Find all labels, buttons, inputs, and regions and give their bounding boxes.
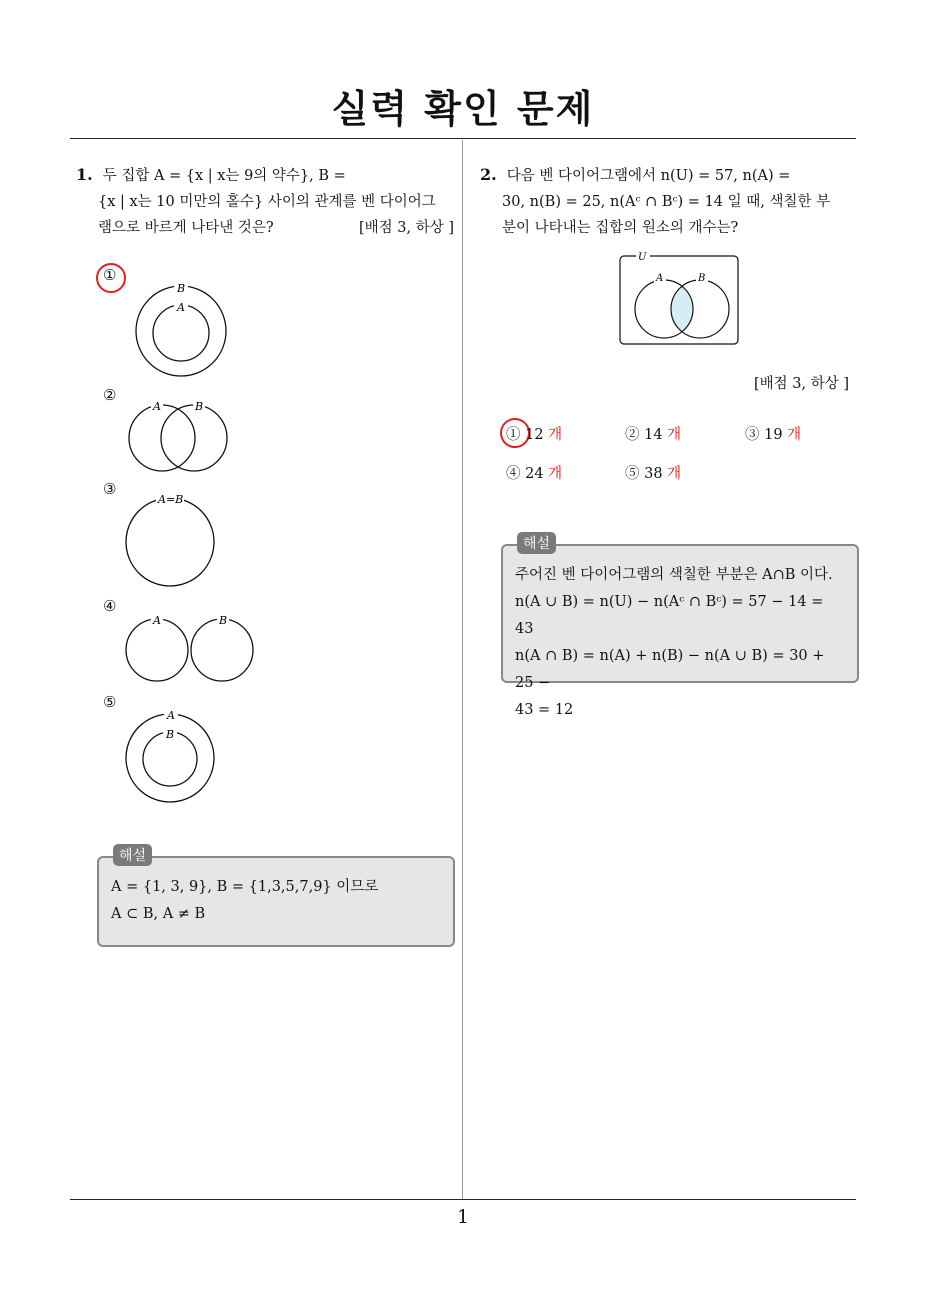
question-text-line: 다음 벤 다이어그램에서 n(U) = 57, n(A) = xyxy=(506,168,791,184)
venn-diagram-option-1 xyxy=(120,278,240,388)
option-label[interactable]: ② xyxy=(103,386,117,404)
choice-value: 12 xyxy=(525,427,544,443)
right-circle xyxy=(191,619,253,681)
choice-2[interactable] xyxy=(625,423,681,444)
right-circle xyxy=(161,405,227,471)
page-number: 1 xyxy=(456,1206,470,1228)
solution-line: 주어진 벤 다이어그램의 색칠한 부분은 A∩B 이다. xyxy=(515,567,833,583)
header-rule xyxy=(70,138,856,139)
venn-diagram-option-3 xyxy=(120,492,230,592)
venn-diagram-option-2 xyxy=(120,398,240,473)
option-label[interactable]: ⑤ xyxy=(103,693,117,711)
choice-unit: 개 xyxy=(548,466,563,482)
choice-1[interactable] xyxy=(506,423,562,444)
question-text-line: 분이 나타내는 집합의 원소의 개수는? xyxy=(502,220,739,236)
choice-mark: ② xyxy=(625,427,640,443)
solution-box xyxy=(501,536,859,718)
choice-mark: ④ xyxy=(506,466,521,482)
option-label[interactable]: ④ xyxy=(103,597,117,615)
choice-3[interactable] xyxy=(745,423,801,444)
outer-circle xyxy=(136,286,226,376)
left-circle xyxy=(126,619,188,681)
question-text-line: 30, n(B) = 25, n(Aᶜ ∩ Bᶜ) = 14 일 때, 색칠한 부 xyxy=(502,194,831,210)
choice-unit: 개 xyxy=(667,427,682,443)
set-label: B xyxy=(219,614,228,627)
choice-unit: 개 xyxy=(787,427,802,443)
solution-line: n(A ∪ B) = n(U) − n(Aᶜ ∩ Bᶜ) = 57 − 14 = 43 xyxy=(515,594,824,637)
choice-unit: 개 xyxy=(667,466,682,482)
column-divider xyxy=(462,140,463,1199)
left-circle xyxy=(129,405,195,471)
set-label: B xyxy=(698,273,706,284)
set-label: B xyxy=(195,400,204,413)
score-label: [배점 3, 하상 ] xyxy=(358,220,454,236)
solution-box xyxy=(97,848,455,947)
question-text-line: 두 집합 A = {x | x는 9의 약수}, B = xyxy=(102,168,346,184)
solution-line: 43 = 12 xyxy=(515,702,574,718)
set-label: B xyxy=(166,728,175,741)
choice-value: 14 xyxy=(644,427,663,443)
solution-line: A ⊂ B, A ≠ B xyxy=(111,906,206,922)
question-1 xyxy=(76,162,454,241)
footer-rule xyxy=(70,1199,856,1200)
option-label[interactable]: ③ xyxy=(103,480,117,498)
equal-circle xyxy=(126,498,214,586)
venn-diagram-option-5 xyxy=(120,708,230,808)
option-label[interactable]: ① xyxy=(103,266,117,284)
question-number: 2. xyxy=(480,165,497,184)
choice-5[interactable] xyxy=(625,462,681,483)
set-label: A=B xyxy=(158,493,184,506)
choice-mark: ③ xyxy=(745,427,760,443)
score-label: [배점 3, 하상 ] xyxy=(754,376,850,392)
choice-value: 24 xyxy=(525,466,544,482)
choice-value: 19 xyxy=(764,427,783,443)
choice-mark: ① xyxy=(506,427,521,443)
solution-line: n(A ∩ B) = n(A) + n(B) − n(A ∪ B) = 30 + 25 − xyxy=(515,648,825,691)
choice-mark: ⑤ xyxy=(625,466,640,482)
page-title: 실력 확인 문제 xyxy=(331,87,595,131)
choice-value: 38 xyxy=(644,466,663,482)
set-label: A xyxy=(153,614,161,627)
set-label: A xyxy=(167,709,175,722)
question-2 xyxy=(480,162,858,241)
venn-diagram-universe xyxy=(618,250,742,348)
set-label: A xyxy=(177,301,185,314)
solution-tag: 해설 xyxy=(113,844,152,866)
set-label: A xyxy=(656,273,664,284)
set-label: U xyxy=(638,252,647,263)
solution-line: A = {1, 3, 9}, B = {1,3,5,7,9} 이므로 xyxy=(111,879,379,895)
venn-diagram-option-4 xyxy=(120,612,260,687)
question-text-line: {x | x는 10 미만의 홀수} 사이의 관계를 벤 다이어그 xyxy=(98,194,436,210)
solution-tag: 해설 xyxy=(517,532,556,554)
choice-4[interactable] xyxy=(506,462,562,483)
question-text-line: 램으로 바르게 나타낸 것은? xyxy=(98,220,274,236)
choice-unit: 개 xyxy=(548,427,563,443)
question-number: 1. xyxy=(76,165,93,184)
set-label: B xyxy=(177,282,186,295)
set-label: A xyxy=(153,400,161,413)
